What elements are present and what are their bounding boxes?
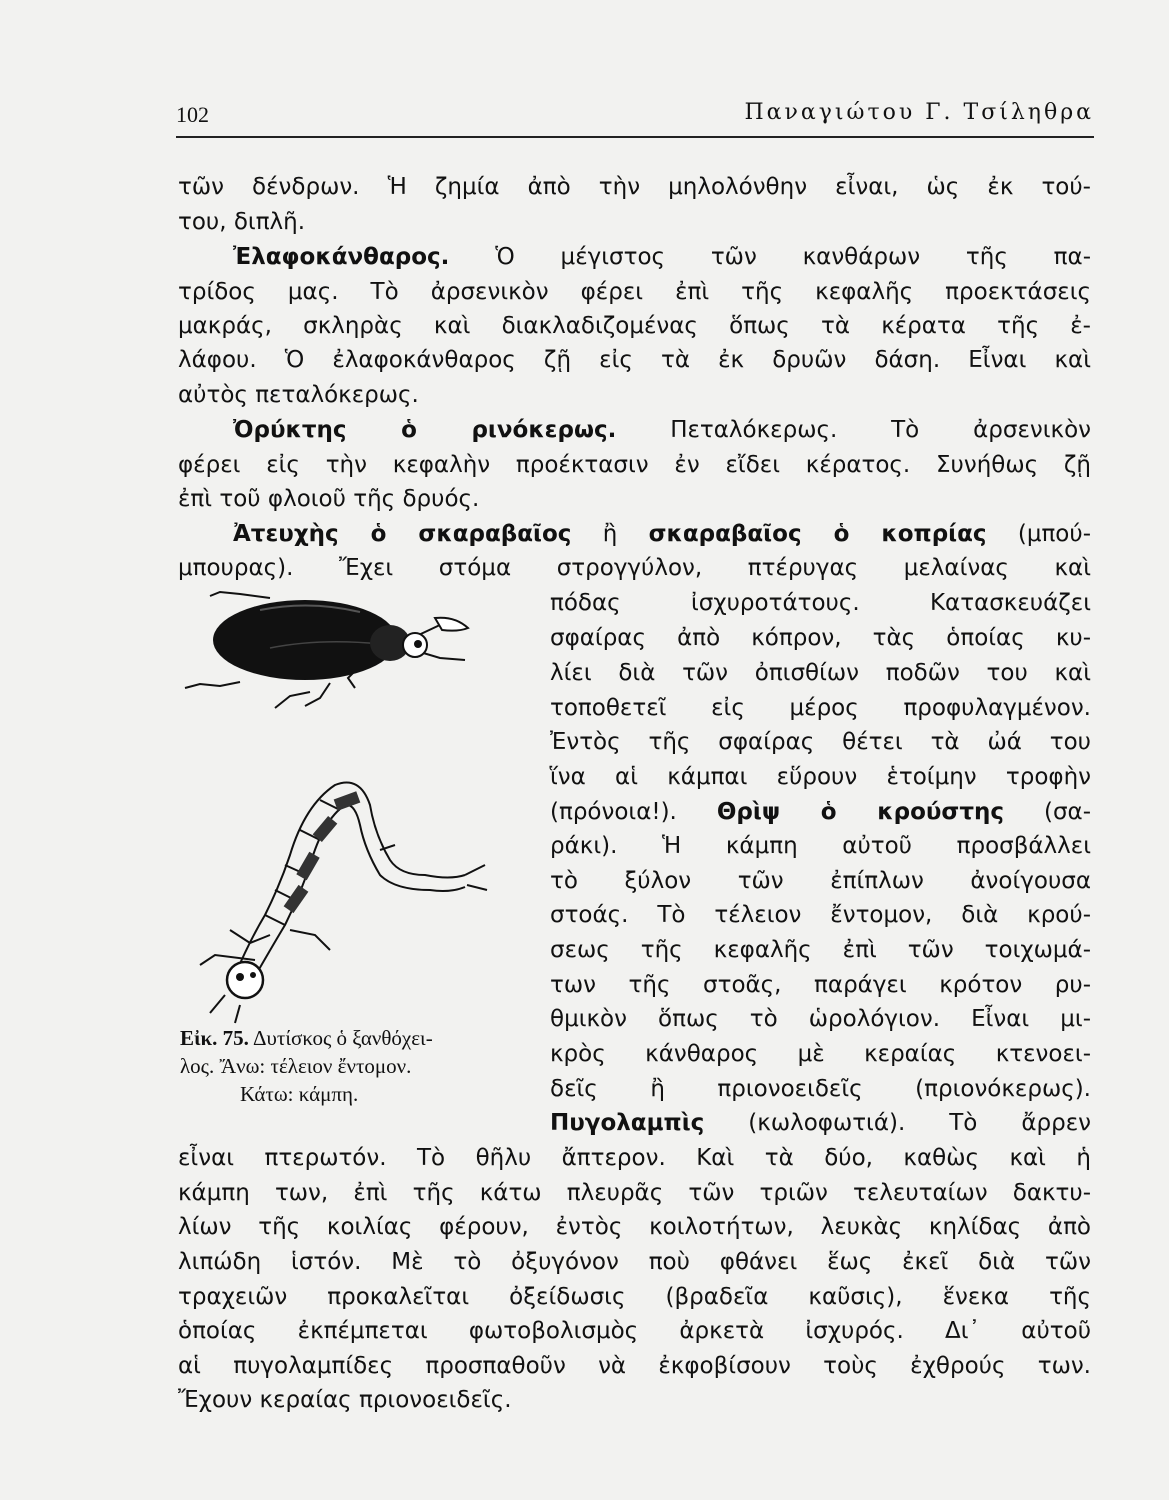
paragraph-thrips — [550, 795, 1091, 829]
caption-text: Δυτίσκος ὁ ξανθόχει- — [248, 1026, 433, 1050]
text-line: των τῆς στοᾶς, παράγει κρότον ρυ- — [550, 972, 1091, 998]
text-line: τραχειῶν προκαλεῖται ὀξείδωσις (βραδεῖα καῦσις), ἕνεκα τῆς — [178, 1284, 1091, 1310]
text-line: του, διπλῆ. — [178, 209, 306, 235]
beetle-adult-illustration — [180, 588, 480, 723]
text-line: σεως τῆς κεφαλῆς ἐπὶ τῶν τοιχωμά- — [550, 937, 1091, 963]
page-header — [176, 100, 1094, 138]
term-thrips: Θρὶψ ὁ κρούστης — [716, 799, 1005, 825]
paragraph-skaravaios — [178, 517, 1091, 551]
text-line: λιπώδη ἱστόν. Μὲ τὸ ὀξυγόνον ποὺ φθάνει ἕως ἐκεῖ διὰ τῶν — [178, 1249, 1091, 1275]
text-line: ράκι). Ἡ κάμπη αὐτοῦ προσβάλλει — [550, 833, 1091, 859]
term-skaravaios-koprias: σκαραβαῖος ὁ κοπρίας — [648, 521, 987, 547]
text-line: θμικὸν ὅπως τὸ ὡρολόγιον. Εἶναι μι- — [550, 1006, 1091, 1032]
text-run: Ὁ μέγιστος τῶν κανθάρων τῆς πα- — [449, 244, 1091, 270]
text-line: κάμπη των, ἐπὶ τῆς κάτω πλευρᾶς τῶν τριῶν τελευταίων δακτυ- — [178, 1180, 1091, 1206]
paragraph-oryktis — [178, 413, 1091, 447]
text-line: αἱ πυγολαμπίδες προσπαθοῦν νὰ ἐκφοβίσουν τοὺς ἐχθρούς των. — [178, 1353, 1091, 1379]
text-line: μπουρας). Ἔχει στόμα στρογγύλον, πτέρυγας μελαίνας καὶ — [178, 555, 1091, 581]
paragraph-elafokantharos — [178, 240, 1091, 274]
term-skaravaios: Ἀτευχὴς ὁ σκαραβαῖος — [233, 521, 572, 547]
text-line: σφαίρας ἀπὸ κόπρον, τὰς ὁποίας κυ- — [550, 625, 1091, 651]
text-line: τοποθετεῖ εἰς μέρος προφυλαγμένον. — [550, 695, 1091, 721]
figure-caption-line — [180, 1024, 520, 1052]
beetle-body — [213, 600, 397, 680]
text-line: ὁποίας ἐκπέμπεται φωτοβολισμὸς ἀρκετὰ ἰσχυρός. Δι᾿ αὐτοῦ — [178, 1318, 1091, 1344]
text-line: λίων τῆς κοιλίας φέρουν, ἐντὸς κοιλοτήτων, λευκὰς κηλίδας ἀπὸ — [178, 1214, 1091, 1240]
text-line: μακράς, σκληρὰς καὶ διακλαδιζομένας ὅπως τὰ κέρατα τῆς ἐ- — [178, 313, 1091, 339]
term-pygolampis: Πυγολαμπὶς — [550, 1110, 705, 1136]
text-line: ἵνα αἱ κάμπαι εὕρουν ἑτοίμην τροφὴν — [550, 764, 1091, 790]
text-line: εἶναι πτερωτόν. Τὸ θῆλυ ἄπτερον. Καὶ τὰ δύο, καθὼς καὶ ἡ — [178, 1145, 1091, 1171]
text-line: Ἐντὸς τῆς σφαίρας θέτει τὰ ὠά του — [550, 729, 1091, 755]
text-run: Πεταλόκερως. Τὸ ἀρσενικὸν — [616, 417, 1091, 443]
figure-caption-line: λος. Ἄνω: τέλειον ἔντομον. — [180, 1054, 412, 1078]
text-line: φέρει εἰς τὴν κεφαλὴν προέκτασιν ἐν εἴδει κέρατος. Συνήθως ζῇ — [178, 452, 1091, 478]
larva-head — [227, 962, 263, 998]
text-line: λάφου. Ὁ ἐλαφοκάνθαρος ζῇ εἰς τὰ ἐκ δρυῶν δάση. Εἶναι καὶ — [178, 347, 1091, 373]
paragraph-pygolampis — [550, 1106, 1091, 1140]
page-number: 102 — [176, 102, 209, 127]
text-line: κρὸς κάνθαρος μὲ κεραίας κτενοει- — [550, 1041, 1091, 1067]
text-line: δεῖς ἢ πριονοειδεῖς (πριονόκερως). — [550, 1076, 1091, 1102]
term-oryktis: Ὀρύκτης ὁ ρινόκερως. — [233, 417, 617, 443]
text-line: Ἔχουν κεραίας πριονοειδεῖς. — [178, 1387, 512, 1413]
figure-label: Εἰκ. 75. — [180, 1026, 249, 1050]
text-line: στοάς. Τὸ τέλειον ἔντομον, διὰ κρού- — [550, 902, 1091, 928]
text-line: λίει διὰ τῶν ὀπισθίων ποδῶν του καὶ — [550, 660, 1091, 686]
text-run: (πρόνοια!). — [550, 799, 717, 825]
text-line: τρίδος μας. Τὸ ἀρσενικὸν φέρει ἐπὶ τῆς κεφαλῆς προεκτάσεις — [178, 279, 1091, 305]
text-run: (σα- — [1004, 799, 1092, 825]
figure-caption-line: Κάτω: κάμπη. — [240, 1082, 359, 1106]
term-elafokantharos: Ἐλαφοκάνθαρος. — [233, 244, 450, 270]
text-line: τὸ ξύλον τῶν ἐπίπλων ἀνοίγουσα — [550, 868, 1091, 894]
text-run: (κωλοφωτιά). Τὸ ἄρρεν — [704, 1110, 1091, 1136]
text-line: τῶν δένδρων. Ἡ ζημία ἀπὸ τὴν μηλολόνθην εἶναι, ὡς ἐκ τού- — [178, 174, 1091, 200]
text-run: (μπού- — [986, 521, 1091, 547]
text-line: ἐπὶ τοῦ φλοιοῦ τῆς δρυός. — [178, 486, 480, 512]
text-line: αὐτὸς πεταλόκερως. — [178, 382, 419, 408]
running-head: Παναγιώτου Γ. Τσίληθρα — [744, 100, 1094, 125]
beetle-larva-illustration — [195, 765, 495, 1025]
text-run: ἢ — [571, 521, 649, 547]
text-line: πόδας ἰσχυροτάτους. Κατασκευάζει — [550, 590, 1091, 616]
